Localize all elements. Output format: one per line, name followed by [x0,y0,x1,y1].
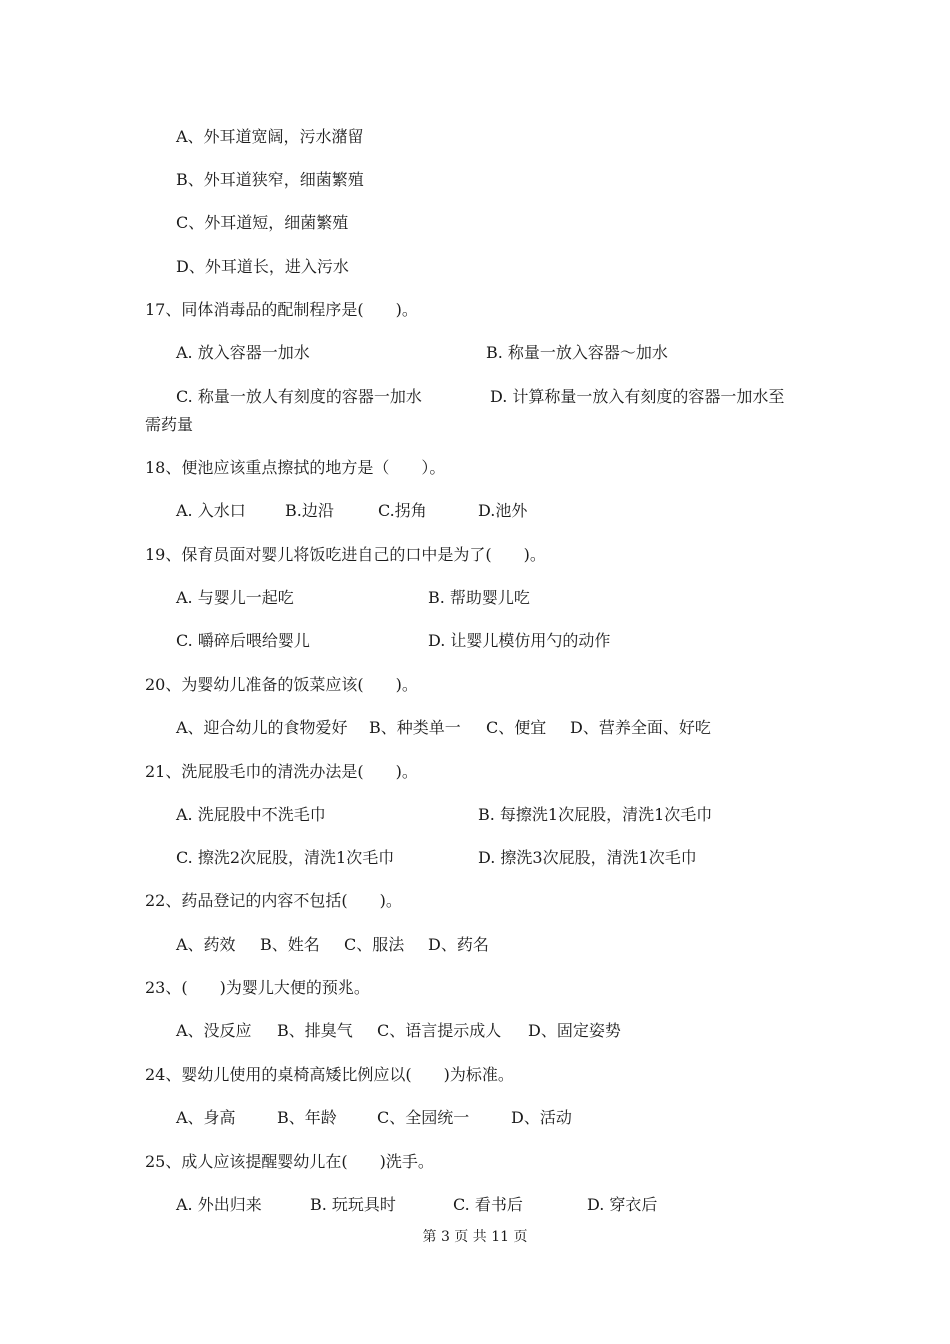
q18-option-d: D.池外 [478,501,528,520]
q19-option-b: B. 帮助婴儿吃 [428,588,530,607]
q23-option-c: C、语言提示成人 [377,1021,502,1040]
q17-option-c: C. 称量一放人有刻度的容器一加水 [176,387,422,406]
q17-option-d-continuation: 需药量 [145,415,194,434]
q22-option-a: A、药效 [176,935,236,954]
q19-option-d: D. 让婴儿模仿用勺的动作 [428,631,611,650]
q21-option-b: B. 每擦洗1次屁股，清洗1次毛巾 [478,805,713,824]
q25-option-b: B. 玩玩具时 [310,1195,396,1214]
q16-option-b: B、外耳道狭窄，细菌繁殖 [176,170,364,189]
page-number-footer: 第 3 页 共 11 页 [422,1229,528,1245]
q16-option-a: A、外耳道宽阔，污水潴留 [176,127,364,146]
q19-option-a: A. 与婴儿一起吃 [176,588,294,607]
q20-option-b: B、种类单一 [369,718,461,737]
q25-stem: 25、成人应该提醒婴幼儿在( )洗手。 [145,1152,434,1171]
q22-stem: 22、药品登记的内容不包括( )。 [145,891,402,910]
q25-option-c: C. 看书后 [453,1195,523,1214]
q21-option-c: C. 擦洗2次屁股，清洗1次毛巾 [176,848,395,867]
q23-option-a: A、没反应 [176,1021,252,1040]
q16-option-d: D、外耳道长，进入污水 [176,257,349,276]
q21-option-a: A. 洗屁股中不洗毛巾 [176,805,326,824]
q24-option-b: B、年龄 [277,1108,337,1127]
q17-option-a: A. 放入容器一加水 [176,343,310,362]
q18-option-b: B.边沿 [285,501,334,520]
q19-stem: 19、保育员面对婴儿将饭吃进自己的口中是为了( )。 [145,545,546,564]
q22-option-c: C、服法 [344,935,405,954]
q19-option-c: C. 嚼碎后喂给婴儿 [176,631,310,650]
q23-option-b: B、排臭气 [277,1021,353,1040]
q20-option-d: D、营养全面、好吃 [570,718,711,737]
q22-option-d: D、药名 [428,935,489,954]
q23-stem: 23、( )为婴儿大便的预兆。 [145,978,370,997]
q21-stem: 21、洗屁股毛巾的清洗办法是( )。 [145,762,418,781]
q20-option-c: C、便宜 [486,718,547,737]
q20-option-a: A、迎合幼儿的食物爱好 [176,718,348,737]
q17-stem: 17、同体消毒品的配制程序是( )。 [145,300,418,319]
q24-option-a: A、身高 [176,1108,236,1127]
q17-option-b: B. 称量一放入容器～加水 [486,343,668,362]
q24-option-c: C、全园统一 [377,1108,470,1127]
q25-option-a: A. 外出归来 [176,1195,262,1214]
q23-option-d: D、固定姿势 [528,1021,621,1040]
q16-option-c: C、外耳道短，细菌繁殖 [176,213,349,232]
q18-option-a: A. 入水口 [176,501,246,520]
q22-option-b: B、姓名 [260,935,320,954]
q18-option-c: C.拐角 [378,501,427,520]
q24-option-d: D、活动 [511,1108,572,1127]
q24-stem: 24、婴幼儿使用的桌椅高矮比例应以( )为标准。 [145,1065,514,1084]
q20-stem: 20、为婴幼儿准备的饭菜应该( )。 [145,675,418,694]
q21-option-d: D. 擦洗3次屁股，清洗1次毛巾 [478,848,697,867]
q17-option-d: D. 计算称量一放入有刻度的容器一加水至 [490,387,785,406]
q25-option-d: D. 穿衣后 [587,1195,658,1214]
q18-stem: 18、便池应该重点擦拭的地方是（ ）。 [145,458,446,477]
